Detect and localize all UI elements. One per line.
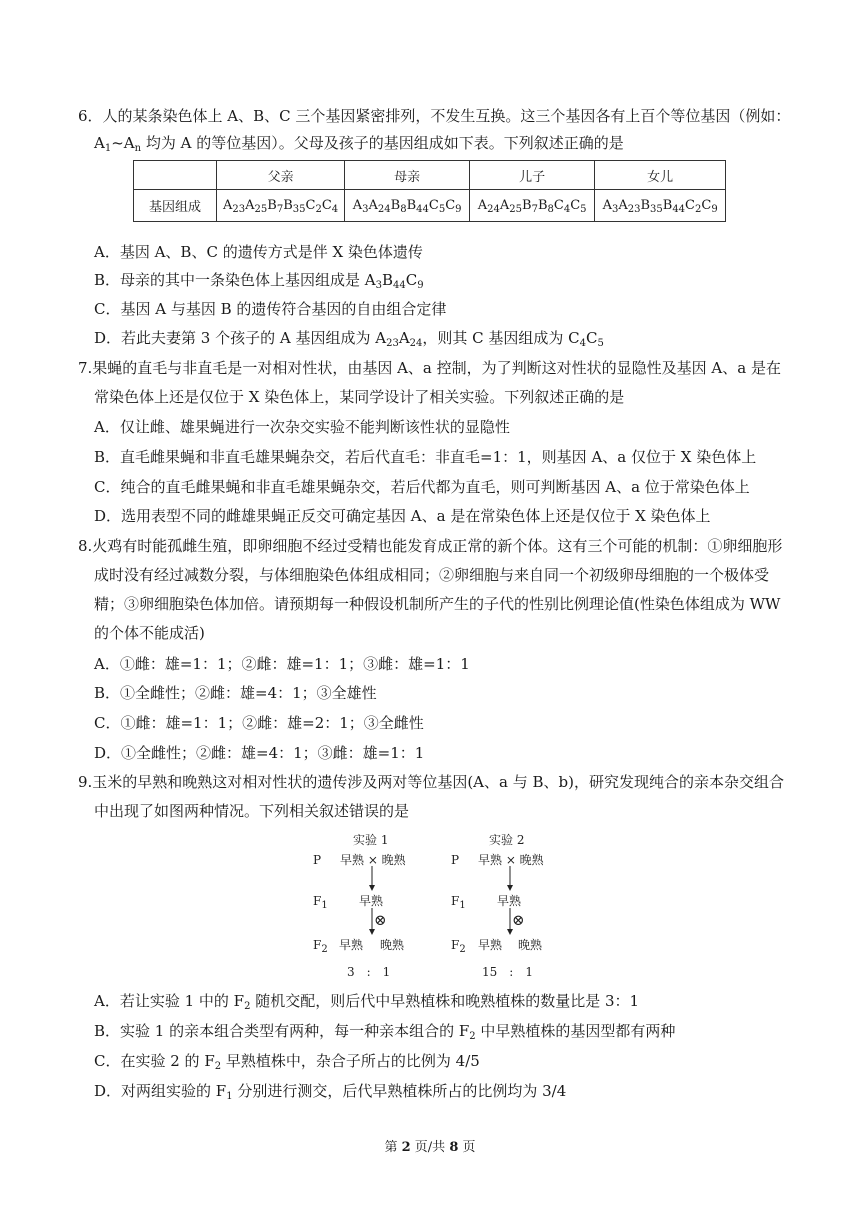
exp1-f2-late: 晚熟 (380, 938, 405, 952)
q6-stem-line2: $A_1\sim A_n$ 均为 A 的等位基因）。父母及孩子的基因组成如下表。下列叙述正确的是 (94, 134, 624, 154)
exp2-f2-early: 早熟 (478, 938, 503, 952)
q9-option-d: D．对两组实验的 $F_1$ 分别进行测交，后代早熟植株所占的比例均为 3/4 (94, 1082, 567, 1102)
q7-option-c: C．纯合的直毛雌果蝇和非直毛雄果蝇杂交，若后代都为直毛，则可判断基因 A、a 位于常染色体上 (94, 478, 750, 496)
exp1-f2-label: $F_2$ (313, 938, 328, 955)
q6-option-d: D．若此夫妻第 3 个孩子的 A 基因组成为 $A_{23}A_{24}$，则其 C 基因组成为 $C_4C_5$ (94, 329, 604, 349)
table-header-son: 儿子 (470, 161, 595, 190)
table-header-daughter: 女儿 (595, 161, 726, 190)
exp2-title: 实验 2 (489, 833, 525, 847)
q8-stem-line1: 8.火鸡有时能孤雌生殖，即卵细胞不经过受精也能发育成正常的新个体。这有三个可能的机制：①卵细胞形 (78, 537, 783, 555)
table-header-cell (134, 161, 217, 190)
q6-stem-line1: 6．人的某条染色体上 A、B、C 三个基因紧密排列，不发生互换。这三个基因各有上百个等位基因（例如： (78, 107, 791, 125)
exp2-ratio: 15 : 1 (482, 965, 533, 979)
exp2-p-label: P (451, 853, 460, 867)
q6-option-b: B．母亲的其中一条染色体上基因组成是 $A_3B_{44}C_9$ (94, 271, 424, 291)
q6-option-c: C．基因 A 与基因 B 的遗传符合基因的自由组合定律 (94, 300, 447, 318)
q9-stem-line2: 中出现了如图两种情况。下列相关叙述错误的是 (94, 802, 410, 820)
exp1-p-label: P (313, 853, 322, 867)
q9-option-a: A．若让实验 1 中的 $F_2$ 随机交配，则后代中早熟植株和晚熟植株的数量比是 3：1 (94, 992, 640, 1012)
q8-stem-line3: 精；③卵细胞染色体加倍。请预期每一种假设机制所产生的子代的性别比例理论值(性染色体组成为 WW (94, 595, 781, 613)
table-row-label: 基因组成 (134, 190, 217, 222)
q9-stem-line1: 9.玉米的早熟和晚熟这对相对性状的遗传涉及两对等位基因(A、a 与 B、b)，研究发现纯合的亲本杂交组合 (78, 773, 784, 791)
father-genotype: $A_{23}A_{25}B_7B_{35}C_2C_4$ (217, 190, 345, 222)
exp2-selfing-symbol: ⊗ (512, 911, 525, 929)
q8-option-c: C．①雌：雄=1：1；②雌：雄=2：1；③全雌性 (94, 714, 424, 732)
q7-option-d: D．选用表型不同的雌雄果蝇正反交可确定基因 A、a 是在常染色体上还是仅位于 X 染色体上 (94, 507, 711, 525)
exp1-f1-label: $F_1$ (313, 894, 328, 911)
page-footer: 第 2 页/共 8 页 (384, 1140, 476, 1155)
mother-genotype: $A_3A_{24}B_8B_{44}C_5C_9$ (345, 190, 470, 222)
q7-stem-line2: 常染色体上还是仅位于 X 染色体上，某同学设计了相关实验。下列叙述正确的是 (94, 388, 625, 406)
gene-table (133, 160, 726, 222)
exp2-f2-late: 晚熟 (518, 938, 543, 952)
exp2-f1-label: $F_1$ (451, 894, 466, 911)
q7-option-a: A．仅让雌、雄果蝇进行一次杂交实验不能判断该性状的显隐性 (94, 418, 510, 436)
table-header-father: 父亲 (217, 161, 345, 190)
q9-option-b: B．实验 1 的亲本组合类型有两种，每一种亲本组合的 $F_2$ 中早熟植株的基因型都有两种 (94, 1022, 676, 1042)
exp1-f1-value: 早熟 (359, 894, 384, 908)
exp1-f2-early: 早熟 (339, 938, 364, 952)
exp2-parent-cross: 早熟 × 晚熟 (478, 853, 544, 867)
table-header-row (134, 161, 726, 190)
q8-option-d: D．①全雌性；②雌：雄=4：1；③雌：雄=1：1 (94, 744, 425, 762)
q6-option-a: A．基因 A、B、C 的遗传方式是伴 X 染色体遗传 (94, 243, 423, 261)
q8-option-b: B．①全雌性；②雌：雄=4：1；③全雄性 (94, 684, 377, 702)
table-row (134, 190, 726, 222)
daughter-genotype: $A_3A_{23}B_{35}B_{44}C_2C_9$ (595, 190, 726, 222)
exp1-arrow-1 (366, 866, 378, 892)
exp2-f2-label: $F_2$ (451, 938, 466, 955)
q8-stem-line4: 的个体不能成活) (94, 624, 205, 642)
q9-option-c: C．在实验 2 的 $F_2$ 早熟植株中，杂合子所占的比例为 4/5 (94, 1052, 480, 1072)
table-header-mother: 母亲 (345, 161, 470, 190)
q8-option-a: A．①雌：雄=1：1；②雌：雄=1：1；③雌：雄=1：1 (94, 655, 470, 673)
son-genotype: $A_{24}A_{25}B_7B_8C_4C_5$ (470, 190, 595, 222)
exp1-selfing-symbol: ⊗ (374, 911, 387, 929)
exp2-arrow-1 (504, 866, 516, 892)
q8-stem-line2: 成时没有经过减数分裂，与体细胞染色体组成相同；②卵细胞与来自同一个初级卵母细胞的一个极体受 (94, 566, 770, 584)
exp1-ratio: 3 : 1 (347, 965, 391, 979)
exp1-title: 实验 1 (353, 833, 389, 847)
exp2-f1-value: 早熟 (497, 894, 522, 908)
q7-stem-line1: 7.果蝇的直毛与非直毛是一对相对性状，由基因 A、a 控制，为了判断这对性状的显隐性及基因 A、a 是在 (78, 359, 781, 377)
exp1-parent-cross: 早熟 × 晚熟 (340, 853, 406, 867)
q7-option-b: B．直毛雌果蝇和非直毛雄果蝇杂交，若后代直毛：非直毛=1：1，则基因 A、a 仅位于 X 染色体上 (94, 448, 757, 466)
